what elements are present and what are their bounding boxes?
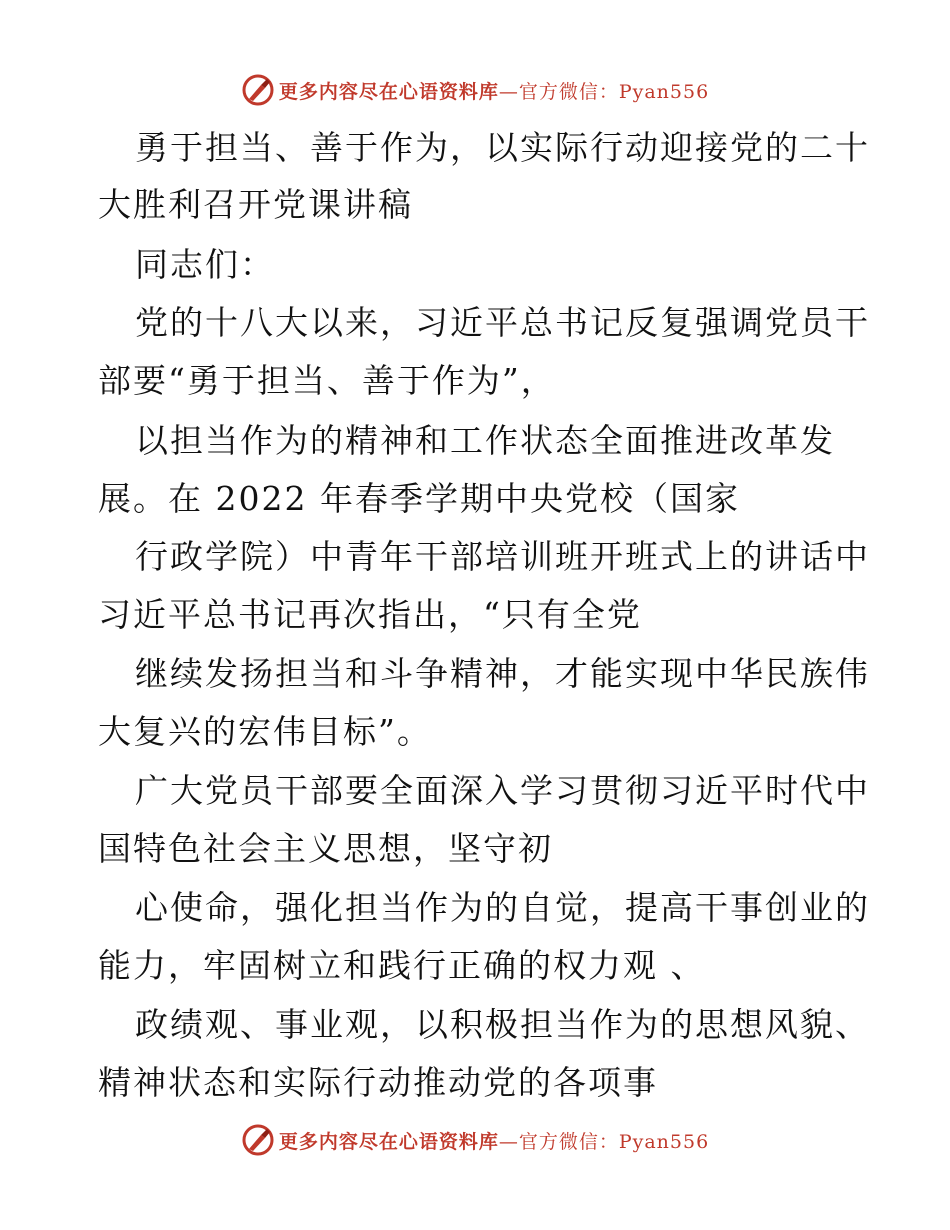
body-line: 心使命，强化担当作为的自觉，提高干事创业的: [135, 888, 870, 927]
footer-watermark-banner: [0, 1120, 950, 1160]
body-line: 部要“勇于担当、善于作为”，: [98, 361, 556, 400]
body-line: 党的十八大以来，习近平总书记反复强调党员干: [135, 303, 870, 342]
body-line: 行政学院）中青年干部培训班开班式上的讲话中: [135, 537, 870, 576]
body-line: 习近平总书记再次指出，“只有全党: [98, 595, 642, 634]
ink-pen-logo-icon: [241, 73, 275, 107]
body-line: 大复兴的宏伟目标”。: [98, 712, 432, 751]
body-line: 以担当作为的精神和工作状态全面推进改革发: [135, 421, 835, 460]
body-line: 能力，牢固树立和践行正确的权力观 、: [98, 946, 706, 985]
body-line: 展。在 2022 年春季学期中央党校（国家: [98, 479, 740, 518]
body-line: 精神状态和实际行动推动党的各项事: [98, 1063, 658, 1102]
ink-pen-logo-icon: [241, 1123, 275, 1157]
body-line: 国特色社会主义思想，坚守初: [98, 829, 553, 868]
body-line: 勇于担当、善于作为，以实际行动迎接党的二十: [135, 128, 870, 167]
header-watermark-banner: [0, 70, 950, 110]
body-line: 政绩观、事业观，以积极担当作为的思想风貌、: [135, 1005, 870, 1044]
body-line: 同志们：: [135, 245, 275, 284]
footer-watermark-text: 更多内容尽在心语资料库—官方微信：Pyan556: [278, 1130, 710, 1153]
body-line: 继续发扬担当和斗争精神，才能实现中华民族伟: [135, 654, 870, 693]
body-line: 广大党员干部要全面深入学习贯彻习近平时代中: [135, 771, 870, 810]
body-line: 大胜利召开党课讲稿: [98, 185, 413, 224]
header-watermark-text: 更多内容尽在心语资料库—官方微信：Pyan556: [278, 80, 710, 103]
